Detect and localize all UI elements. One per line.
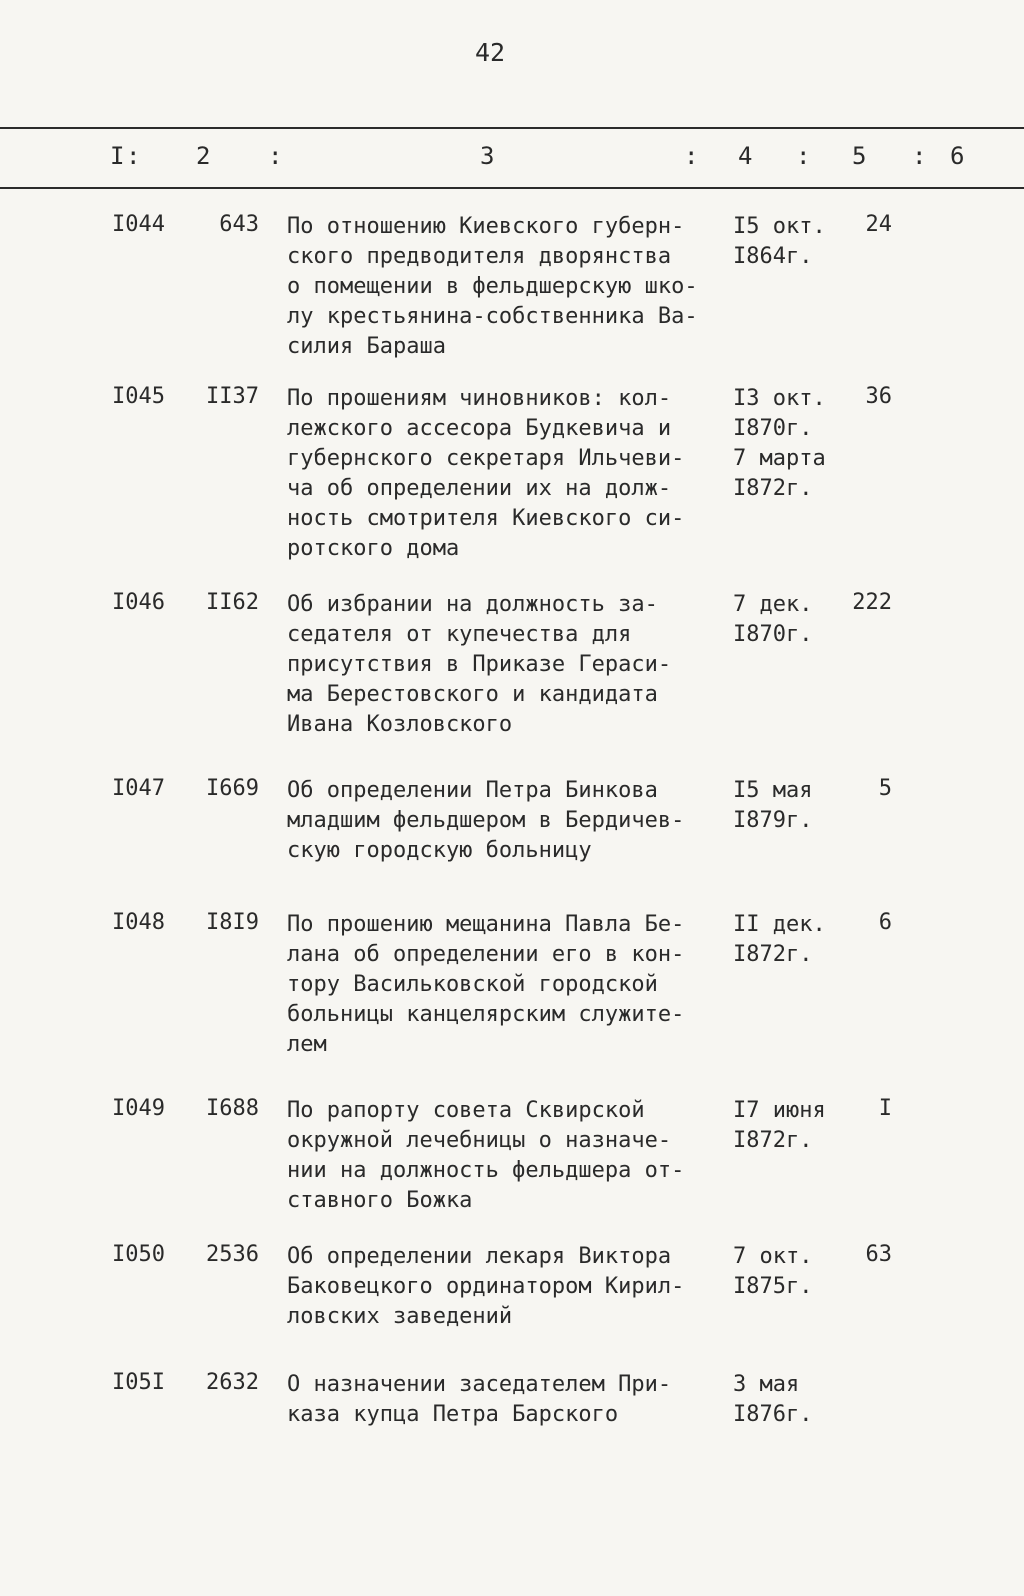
entry-title-line: больницы канцелярским служите- [287, 1002, 685, 1027]
entry-sheets: 63 [865, 1242, 892, 1267]
entry-sheets: 36 [865, 384, 892, 409]
entry-number: I045 [112, 384, 165, 409]
entry-old-number: 2536 [206, 1242, 259, 1267]
entry-title-line: По прошению мещанина Павла Бе- [287, 912, 685, 937]
entry-title-line: ротского дома [287, 536, 460, 561]
entry-title-line: ставного Божка [287, 1188, 473, 1213]
col-sep-4: : [796, 142, 811, 170]
entry-title-line: о помещении в фельдшерскую шко- [287, 274, 698, 299]
entry-title-line: ского предводителя дворянства [287, 244, 672, 269]
entry-title-line: ча об определении их на долж- [287, 476, 672, 501]
entry-date-line: 7 марта [733, 446, 826, 471]
entry-date-line: I5 мая [733, 778, 813, 803]
entry-title-line: ма Берестовского и кандидата [287, 682, 658, 707]
entry-title [287, 590, 727, 740]
entry-title-line: По прошениям чиновников: кол- [287, 386, 672, 411]
col-sep-2: : [268, 142, 283, 170]
entry-number: I047 [112, 776, 165, 801]
entry-date-line: I7 июня [733, 1098, 826, 1123]
entry-title-line: каза купца Петра Барского [287, 1402, 619, 1427]
entry-title-line: Об определении Петра Бинкова [287, 778, 658, 803]
entry-title [287, 212, 727, 362]
entry-title-line: Об определении лекаря Виктора [287, 1244, 672, 1269]
entry-date [733, 1096, 826, 1156]
entry-title-line: лу крестьянина-собственника Ва- [287, 304, 698, 329]
entry-number: I05I [112, 1370, 165, 1395]
col-sep-1: : [126, 142, 141, 170]
entry-title-line: О назначении заседателем При- [287, 1372, 672, 1397]
entry-old-number: II37 [206, 384, 259, 409]
entry-title [287, 384, 727, 564]
entry-date-line: II дек. [733, 912, 826, 937]
entry-date [733, 910, 826, 970]
entry-title-line: окружной лечебницы о назначе- [287, 1128, 672, 1153]
entry-title-line: седателя от купечества для [287, 622, 632, 647]
entry-title-line: Баковецкого ординатором Кирил- [287, 1274, 685, 1299]
entry-date-line: I872г. [733, 1128, 813, 1153]
entry-title [287, 776, 727, 866]
entry-date-line: I3 окт. [733, 386, 826, 411]
entry-number: I044 [112, 212, 165, 237]
entry-title-line: лежского ассесора Будкевича и [287, 416, 672, 441]
entry-old-number: II62 [206, 590, 259, 615]
entry-old-number: I669 [206, 776, 259, 801]
entry-title-line: ность смотрителя Киевского си- [287, 506, 685, 531]
entry-title-line: По отношению Киевского губерн- [287, 214, 685, 239]
entry-title-line: скую городскую больницу [287, 838, 592, 863]
page-number: 42 [474, 38, 506, 67]
entry-old-number: I688 [206, 1096, 259, 1121]
entry-old-number: I8I9 [206, 910, 259, 935]
entry-title-line: нии на должность фельдшера от- [287, 1158, 685, 1183]
entry-old-number: 2632 [206, 1370, 259, 1395]
entry-date [733, 384, 826, 504]
entry-title-line: тору Васильковской городской [287, 972, 658, 997]
entry-title [287, 1096, 727, 1216]
entry-number: I048 [112, 910, 165, 935]
entry-date-line: 7 окт. [733, 1244, 813, 1269]
entry-old-number: 643 [219, 212, 259, 237]
column-header-row [0, 142, 1024, 176]
entry-date [733, 1242, 812, 1302]
table-header-rule [0, 187, 1024, 189]
entry-date-line: 7 дек. [733, 592, 813, 617]
entry-date-line: I864г. [733, 244, 813, 269]
table-top-rule [0, 127, 1024, 129]
entry-date [733, 590, 812, 650]
entry-title-line: присутствия в Приказе Гераси- [287, 652, 672, 677]
entry-title-line: Ивана Козловского [287, 712, 513, 737]
entry-title-line: лем [287, 1032, 327, 1057]
entry-title-line: лана об определении его в кон- [287, 942, 685, 967]
entry-number: I050 [112, 1242, 165, 1267]
entry-date-line: I870г. [733, 622, 813, 647]
col-header-1: I [110, 142, 125, 170]
entry-number: I049 [112, 1096, 165, 1121]
entry-date [733, 1370, 812, 1430]
col-header-6: 6 [950, 142, 965, 170]
entry-date [733, 212, 826, 272]
col-header-3: 3 [480, 142, 495, 170]
entry-title-line: губернского секретаря Ильчеви- [287, 446, 685, 471]
col-header-2: 2 [196, 142, 211, 170]
entry-date-line: I875г. [733, 1274, 813, 1299]
entry-sheets: I [878, 1096, 892, 1121]
entry-date-line: I879г. [733, 808, 813, 833]
entry-date [733, 776, 812, 836]
entry-title-line: младшим фельдшером в Бердичев- [287, 808, 685, 833]
entry-title-line: силия Бараша [287, 334, 446, 359]
entry-date-line: 3 мая [733, 1372, 800, 1397]
entry-sheets: 5 [878, 776, 892, 801]
col-header-4: 4 [738, 142, 753, 170]
entry-title-line: По рапорту совета Сквирской [287, 1098, 645, 1123]
entry-date-line: I870г. [733, 416, 813, 441]
col-sep-3: : [684, 142, 699, 170]
entry-title-line: Об избрании на должность за- [287, 592, 658, 617]
entry-sheets: 6 [878, 910, 892, 935]
col-sep-5: : [912, 142, 927, 170]
entry-title-line: ловских заведений [287, 1304, 513, 1329]
entry-date-line: I876г. [733, 1402, 813, 1427]
col-header-5: 5 [852, 142, 867, 170]
entry-number: I046 [112, 590, 165, 615]
entry-date-line: I872г. [733, 476, 813, 501]
entry-title [287, 1370, 727, 1430]
entry-title [287, 1242, 727, 1332]
entry-sheets: 222 [852, 590, 892, 615]
entry-title [287, 910, 727, 1060]
entry-sheets: 24 [865, 212, 892, 237]
entry-date-line: I5 окт. [733, 214, 826, 239]
entry-date-line: I872г. [733, 942, 813, 967]
